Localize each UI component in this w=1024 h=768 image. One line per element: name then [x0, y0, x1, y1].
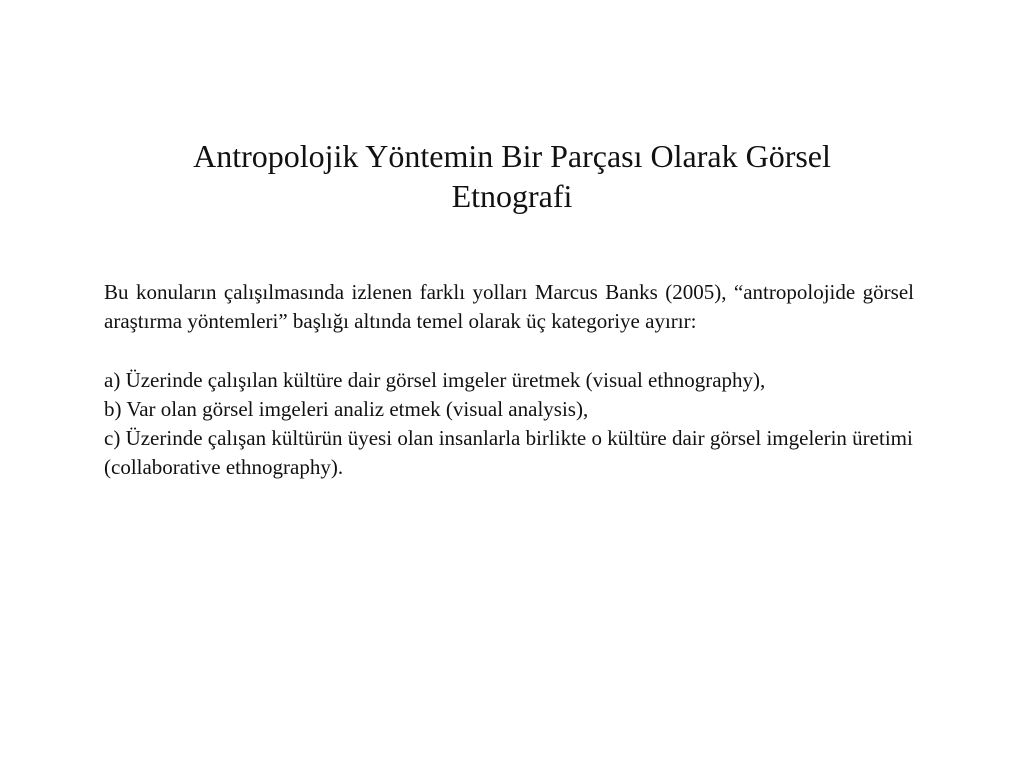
slide-title — [100, 136, 924, 216]
slide-body — [104, 278, 914, 482]
category-list — [104, 366, 914, 482]
list-item-a: a) Üzerinde çalışılan kültüre dair görsel imgeler üretmek (visual ethnography), — [104, 368, 766, 392]
slide-title-line-2: Etnografi — [451, 178, 573, 214]
list-item-c: c) Üzerinde çalışan kültürün üyesi olan insanlarla birlikte o kültüre dair görsel imgelerin üretimi (collaborative ethnography). — [104, 426, 913, 479]
slide-title-line-1: Antropolojik Yöntemin Bir Parçası Olarak Görsel — [193, 138, 831, 174]
list-item-b: b) Var olan görsel imgeleri analiz etmek (visual analysis), — [104, 397, 589, 421]
intro-paragraph: Bu konuların çalışılmasında izlenen farklı yolları Marcus Banks (2005), “antropolojide görsel araştırma yöntemleri” başlığı altında temel olarak üç kategoriye ayırır: — [104, 280, 914, 333]
